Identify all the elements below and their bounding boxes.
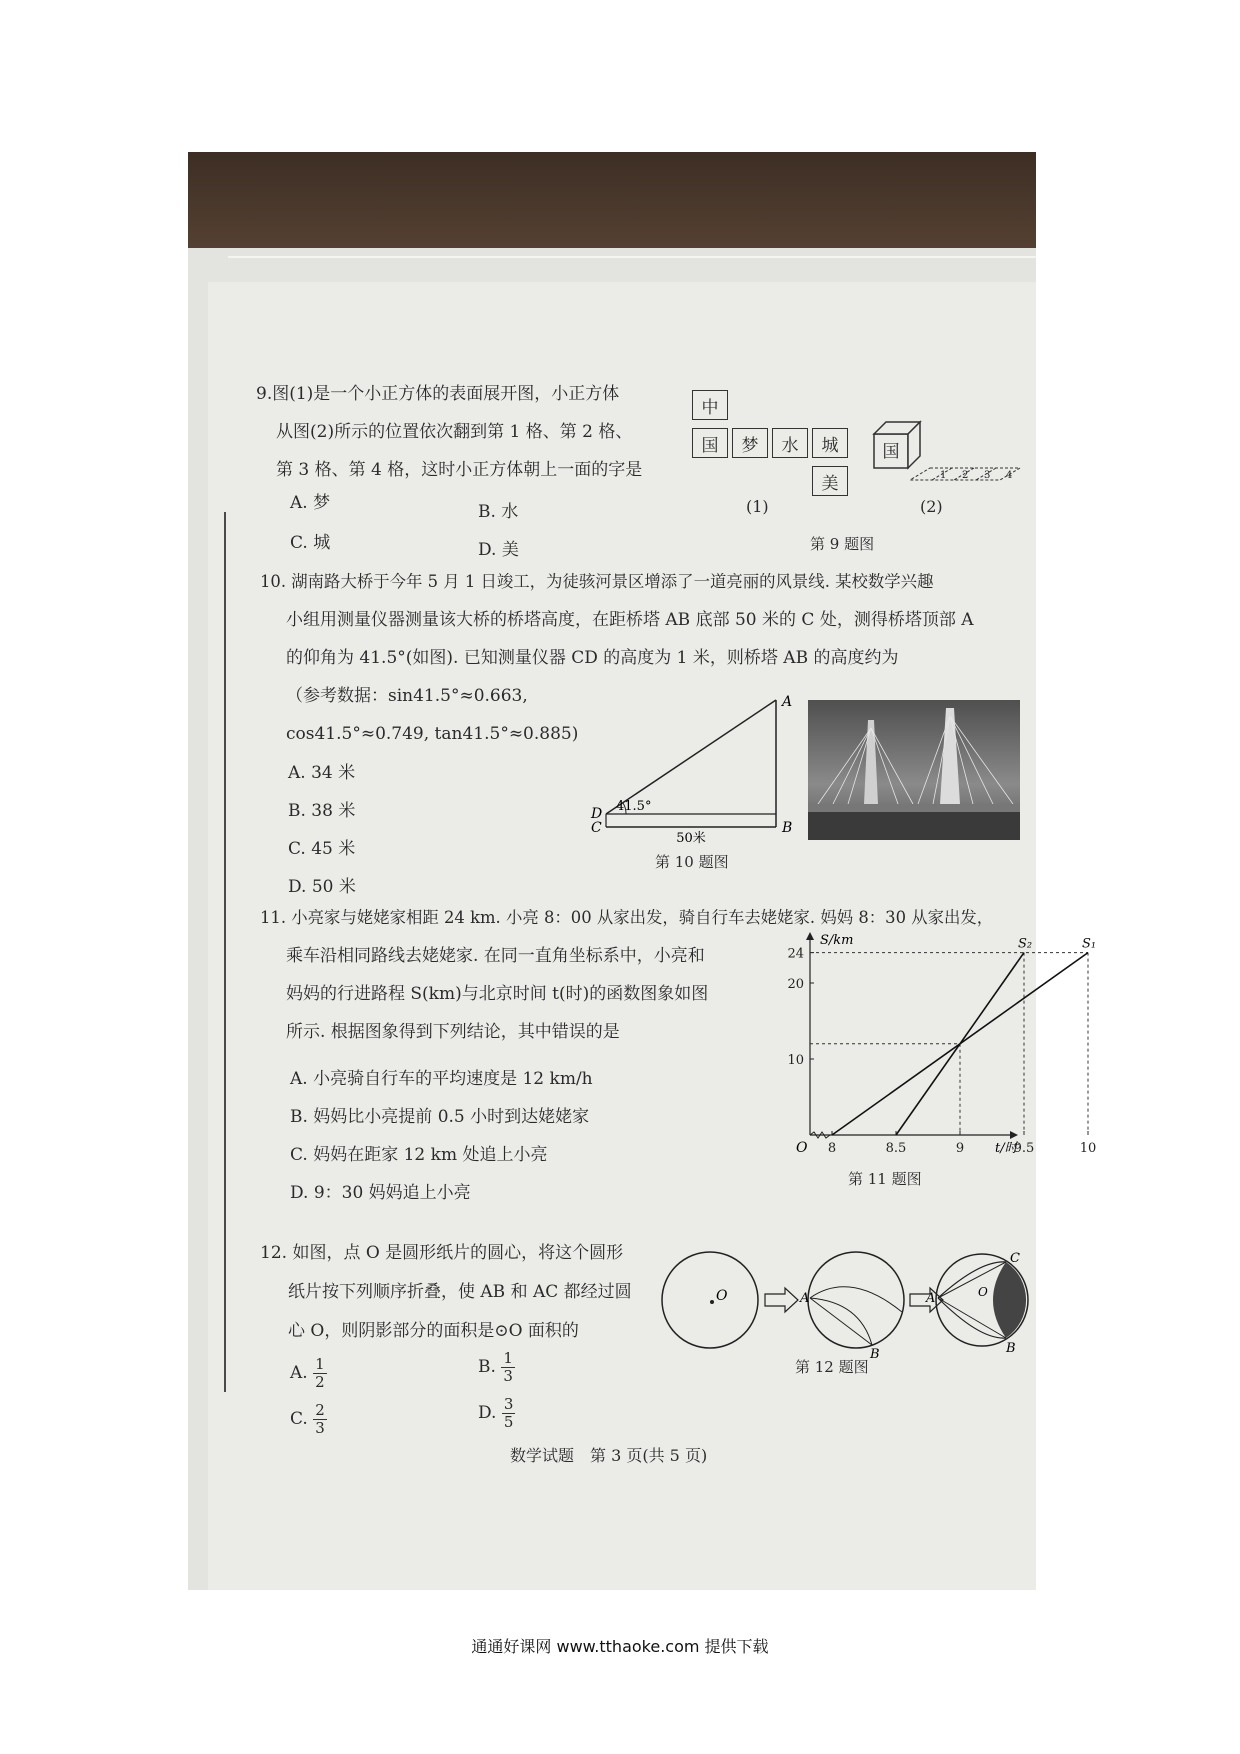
y-tick-label: 24 <box>787 946 804 962</box>
q9-line-2: 从图(2)所示的位置依次翻到第 1 格、第 2 格、 <box>276 422 633 442</box>
y-tick-label: 20 <box>787 977 804 992</box>
q9-option-d: D. 美 <box>478 540 519 560</box>
q10-option-b: B. 38 米 <box>288 801 356 821</box>
svg-text:2: 2 <box>962 470 969 481</box>
download-note: 通通好课网 www.tthaoke.com 提供下载 <box>471 1637 769 1656</box>
q12-line-1: 12. 如图，点 O 是圆形纸片的圆心，将这个圆形 <box>260 1243 624 1263</box>
fig9-caption: 第 9 题图 <box>810 535 875 553</box>
bridge-photo <box>808 700 1020 840</box>
y-tick-label: 10 <box>787 1053 804 1068</box>
cube-face-label: 国 <box>882 442 900 462</box>
fig9-label-2: (2) <box>920 497 943 516</box>
svg-text:B: B <box>870 1347 880 1362</box>
margin-line <box>224 512 226 1392</box>
x-tick-label: 10 <box>1079 1141 1097 1156</box>
q9-line-3: 第 3 格、第 4 格，这时小正方体朝上一面的字是 <box>276 460 643 480</box>
series-label-2: S₂ <box>1018 936 1033 952</box>
q10-line-3: 的仰角为 41.5°(如图). 已知测量仪器 CD 的高度为 1 米，则桥塔 AB 的高度约为 <box>286 648 899 668</box>
q12-line-3: 心 O，则阴影部分的面积是⊙O 面积的 <box>288 1321 579 1341</box>
fig9-label-1: (1) <box>746 497 769 516</box>
q11-line-2: 乘车沿相同路线去姥姥家. 在同一直角坐标系中，小亮和 <box>286 946 705 966</box>
svg-text:C: C <box>1010 1251 1020 1266</box>
q10-option-a: A. 34 米 <box>288 763 356 783</box>
q11-option-c: C. 妈妈在距家 12 km 处追上小亮 <box>290 1145 548 1165</box>
svg-text:O: O <box>716 1288 728 1304</box>
net-cell-2: 国 <box>692 428 728 458</box>
q10-line-1: 10. 湖南路大桥于今年 5 月 1 日竣工，为徒骇河景区增添了一道亮丽的风景线. 某校数学兴趣 <box>260 572 934 591</box>
fig11-caption: 第 11 题图 <box>848 1170 922 1188</box>
svg-text:D: D <box>591 806 603 822</box>
circle-1 <box>662 1252 758 1348</box>
x-tick-label: 9 <box>955 1141 965 1156</box>
q11-line-3: 妈妈的行进路程 S(km)与北京时间 t(时)的函数图象如图 <box>286 984 709 1004</box>
q11-line-1: 11. 小亮家与姥姥家相距 24 km. 小亮 8：00 从家出发，骑自行车去姥姥家. 妈妈 8：30 从家出发， <box>260 908 994 927</box>
x-tick-label: 9.5 <box>1013 1141 1035 1156</box>
svg-text:3: 3 <box>984 470 991 481</box>
y-axis-title: S/km <box>820 933 854 948</box>
q10-line-5: cos41.5°≈0.749, tan41.5°≈0.885) <box>286 724 579 744</box>
fig12-caption: 第 12 题图 <box>795 1358 869 1376</box>
q9-option-a: A. 梦 <box>290 493 331 513</box>
cube-on-grid-figure <box>870 410 1030 480</box>
q10-line-4: （参考数据：sin41.5°≈0.663, <box>286 686 528 706</box>
q12-option-b: B. $\frac{1}{3}$ <box>478 1349 513 1385</box>
q10-line-2: 小组用测量仪器测量该大桥的桥塔高度，在距桥塔 AB 底部 50 米的 C 处，测得桥塔顶部 A <box>286 610 974 630</box>
svg-text:B: B <box>1006 1341 1016 1356</box>
svg-text:A: A <box>782 694 793 710</box>
svg-text:A: A <box>926 1291 936 1306</box>
elevation-triangle-figure <box>586 692 800 846</box>
origin-label: O <box>796 1140 808 1156</box>
svg-text:4: 4 <box>1006 470 1013 481</box>
q9-option-c: C. 城 <box>290 533 331 553</box>
y-axis-arrow <box>806 932 814 940</box>
series-label-1: S₁ <box>1082 936 1097 952</box>
net-cell-4: 水 <box>772 428 808 458</box>
net-cell-6: 美 <box>812 466 848 496</box>
q11-option-a: A. 小亮骑自行车的平均速度是 12 km/h <box>290 1069 593 1089</box>
arrow-1 <box>765 1288 798 1312</box>
series-line-2 <box>896 953 1024 1135</box>
svg-text:C: C <box>591 820 602 836</box>
q12-option-c: C. $\frac{2}{3}$ <box>290 1401 325 1437</box>
page-footer: 数学试题 第 3 页(共 5 页) <box>510 1446 708 1465</box>
q12-line-2: 纸片按下列顺序折叠，使 AB 和 AC 都经过圆 <box>288 1282 632 1302</box>
q9-line-1: 9.图(1)是一个小正方体的表面展开图，小正方体 <box>256 384 620 404</box>
q10-option-d: D. 50 米 <box>288 877 356 897</box>
q11-line-4: 所示. 根据图象得到下列结论，其中错误的是 <box>286 1022 620 1042</box>
q10-option-c: C. 45 米 <box>288 839 356 859</box>
svg-text:O: O <box>978 1285 988 1299</box>
angle-label: 41.5° <box>616 799 652 814</box>
q11-option-b: B. 妈妈比小亮提前 0.5 小时到达姥姥家 <box>290 1107 590 1127</box>
svg-text:B: B <box>782 820 793 836</box>
svg-text:1: 1 <box>940 470 947 481</box>
sight-line-da <box>606 700 776 814</box>
q9-option-b: B. 水 <box>478 502 519 522</box>
net-cell-1: 中 <box>692 390 728 420</box>
q12-option-a: A. $\frac{1}{2}$ <box>290 1355 325 1391</box>
q12-option-d: D. $\frac{3}{5}$ <box>478 1395 514 1431</box>
x-axis-arrow <box>1010 1131 1018 1139</box>
x-tick-label: 8.5 <box>885 1141 907 1156</box>
net-cell-5: 城 <box>812 428 848 458</box>
fig10-caption: 第 10 题图 <box>655 853 729 871</box>
circle-folding-figure <box>660 1250 1030 1360</box>
distance-time-chart <box>770 930 1097 1160</box>
shaded-region <box>993 1262 1026 1338</box>
x-axis-title: t/时 <box>995 1141 1018 1156</box>
net-cell-3: 梦 <box>732 428 768 458</box>
q11-option-d: D. 9：30 妈妈追上小亮 <box>290 1183 471 1203</box>
svg-text:A: A <box>800 1291 810 1306</box>
x-tick-label: 8 <box>827 1141 837 1156</box>
distance-label: 50米 <box>676 831 706 846</box>
